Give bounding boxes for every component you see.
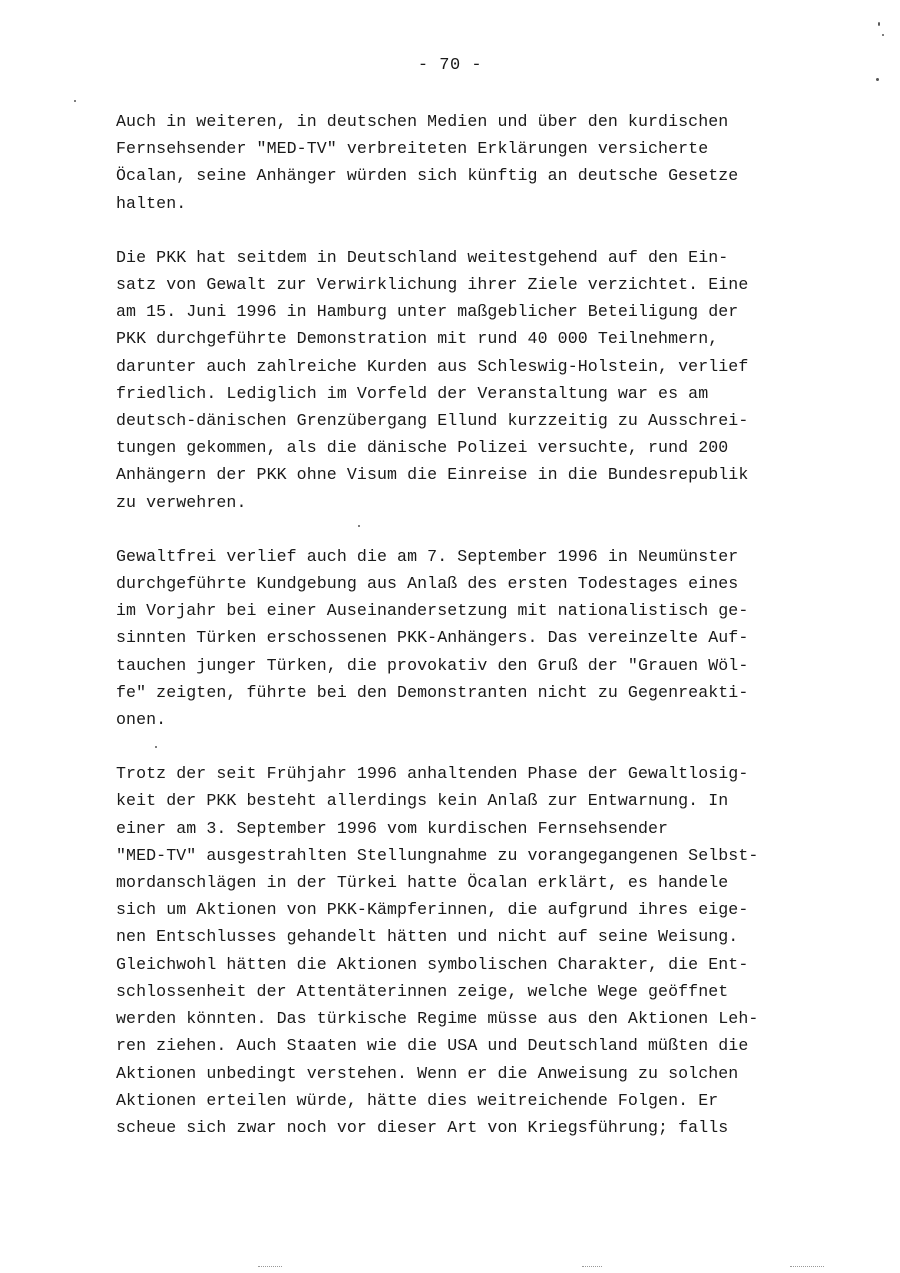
text-line: Auch in weiteren, in deutschen Medien und über den kurdischen [116,112,729,131]
scan-speck [882,34,884,36]
text-line: fe" zeigten, führte bei den Demonstranten nicht zu Gegenreakti- [116,682,749,702]
paragraph-4 [116,760,836,1141]
text-line: schlossenheit der Attentäterinnen zeige, welche Wege geöffnet [116,981,729,1001]
text-line: Fernsehsender "MED-TV" verbreiteten Erklärungen versicherte [116,139,709,159]
text-line: deutsch-dänischen Grenzübergang Ellund kurzzeitig zu Ausschrei- [116,411,749,431]
text-line: durchgeführte Kundgebung aus Anlaß des ersten Todestages eines [116,574,739,594]
text-line: friedlich. Lediglich im Vorfeld der Veranstaltung war es am [116,383,709,403]
scan-speck [358,525,360,527]
text-line: nen Entschlusses gehandelt hätten und nicht auf seine Weisung. [116,927,739,947]
scan-dotted-line [258,1266,282,1268]
text-line: scheue sich zwar noch vor dieser Art von Kriegsführung; falls [116,1117,729,1137]
text-line: sinnten Türken erschossenen PKK-Anhängers. Das vereinzelte Auf- [116,628,749,648]
text-line: einer am 3. September 1996 vom kurdischen Fernsehsender [116,818,669,838]
paragraph-2 [116,244,836,516]
text-line: keit der PKK besteht allerdings kein Anlaß zur Entwarnung. In [116,791,729,811]
text-line: halten. [116,193,187,213]
scan-dotted-line [582,1266,602,1268]
paragraph-1 [116,108,836,217]
page-number: - 70 - [417,56,483,75]
scan-dotted-line [790,1266,824,1268]
text-line: Die PKK hat seitdem in Deutschland weitestgehend auf den Ein- [116,247,729,267]
text-line: onen. [116,710,167,730]
text-line: tauchen junger Türken, die provokativ den Gruß der "Grauen Wöl- [116,655,749,675]
text-line: zu verwehren. [116,492,247,512]
scan-speck [155,746,157,748]
text-line: darunter auch zahlreiche Kurden aus Schleswig-Holstein, verlief [116,356,749,376]
text-line: im Vorjahr bei einer Auseinandersetzung mit nationalistisch ge- [116,601,749,621]
text-line: Gleichwohl hätten die Aktionen symbolischen Charakter, die Ent- [116,954,749,974]
scan-speck [74,100,76,102]
paragraph-3 [116,543,836,733]
body-text [116,108,836,1168]
scan-speck [876,78,879,81]
text-line: Aktionen erteilen würde, hätte dies weitreichende Folgen. Er [116,1090,719,1110]
scan-speck [878,22,880,26]
text-line: mordanschlägen in der Türkei hatte Öcalan erklärt, es handele [116,873,729,893]
text-line: "MED-TV" ausgestrahlten Stellungnahme zu vorangegangenen Selbst- [116,845,759,865]
text-line: PKK durchgeführte Demonstration mit rund 40 000 Teilnehmern, [116,329,719,349]
text-line: ren ziehen. Auch Staaten wie die USA und Deutschland müßten die [116,1036,749,1056]
text-line: Trotz der seit Frühjahr 1996 anhaltenden Phase der Gewaltlosig- [116,764,749,784]
text-line: tungen gekommen, als die dänische Polizei versuchte, rund 200 [116,438,729,458]
text-line: werden könnten. Das türkische Regime müsse aus den Aktionen Leh- [116,1009,759,1029]
text-line: Aktionen unbedingt verstehen. Wenn er die Anweisung zu solchen [116,1063,739,1083]
text-line: am 15. Juni 1996 in Hamburg unter maßgeblicher Beteiligung der [116,302,739,322]
text-line: Gewaltfrei verlief auch die am 7. September 1996 in Neumünster [116,546,739,566]
text-line: satz von Gewalt zur Verwirklichung ihrer Ziele verzichtet. Eine [116,275,749,295]
text-line: sich um Aktionen von PKK-Kämpferinnen, die aufgrund ihres eige- [116,900,749,920]
text-line: Öcalan, seine Anhänger würden sich künftig an deutsche Gesetze [116,166,739,186]
text-line: Anhängern der PKK ohne Visum die Einreise in die Bundesrepublik [116,465,749,485]
